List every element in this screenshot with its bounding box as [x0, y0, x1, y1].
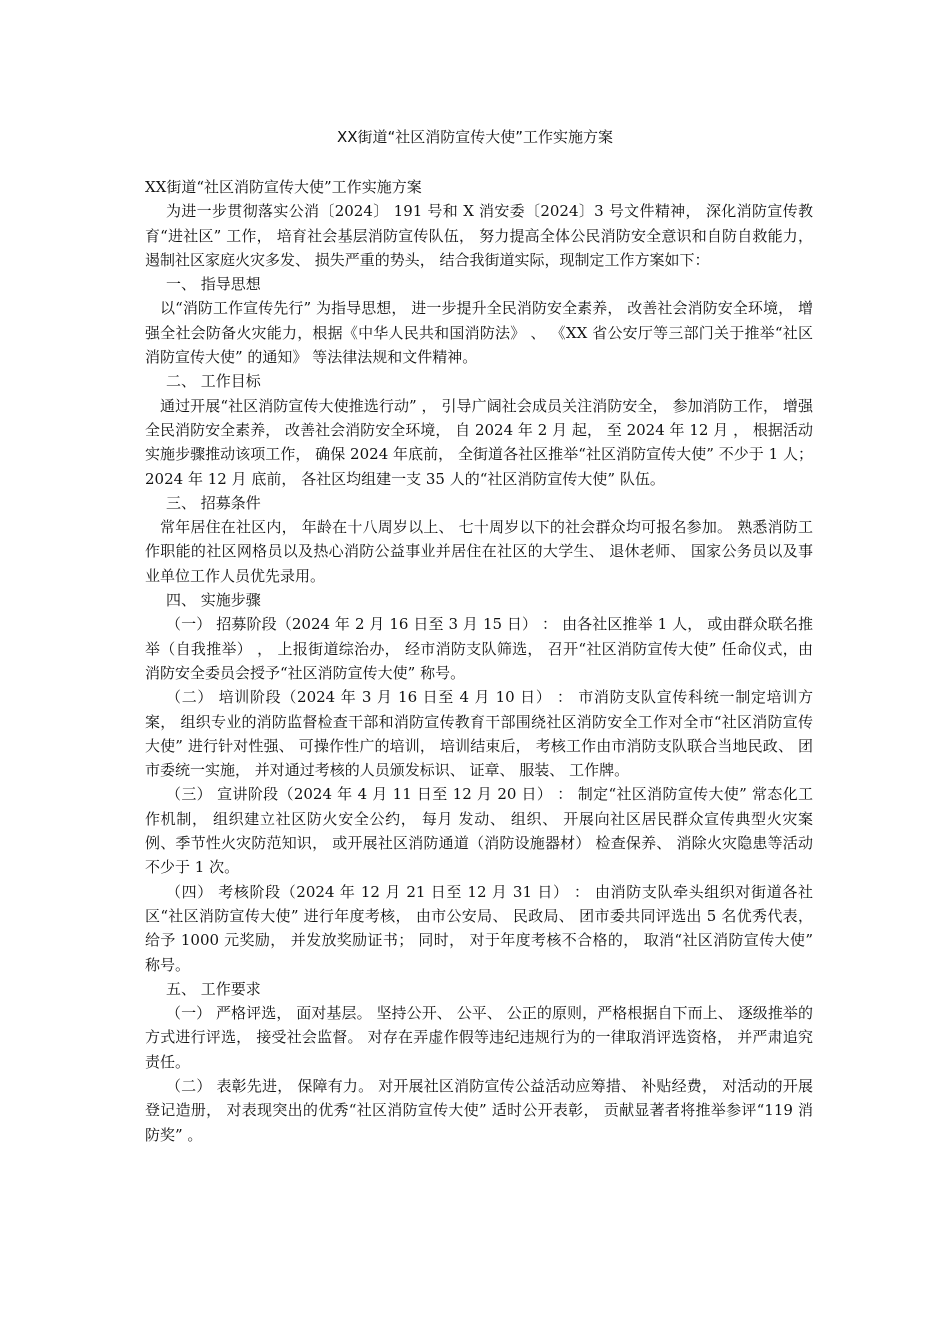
paragraph: （四） 考核阶段（2024 年 12 月 21 日至 12 月 31 日） ： 由消防支队牵头组织对街道各社区“社区消防宣传大使” 进行年度考核， 由市公安局、 民政局、 团市委共同评选出 5 名优秀代表，给予 1000 元奖励， 并发放奖励证书； 同时， 对于年度考核不合格的， 取消“社区消防宣传大使” 称号。 [145, 882, 813, 974]
paragraph: 通过开展“社区消防宣传大使推选行动” ， 引导广阔社会成员关注消防安全， 参加消防工作， 增强全民消防安全素养， 改善社会消防安全环境， 自 2024 年 2 月 起， 至 2024 年 12 月 ， 根据活动实施步骤推动该项工作， 确保 2024 年底前， 全街道各社区推举“社区消防宣传大使” 不少于 1 人； 2024 年 12 月 底前， 各社区均组建一支 35 人的“社区消防宣传大使” 队伍。 [145, 396, 813, 488]
paragraph: （一） 招募阶段（2024 年 2 月 16 日至 3 月 15 日） ： 由各社区推举 1 人， 或由群众联名推举（自我推举） ， 上报街道综治办， 经市消防支队筛选， 召开“社区消防宣传大使” 任命仪式，由消防安全委员会授予“社区消防宣传大使” 称号。 [145, 615, 813, 682]
paragraph: 常年居住在社区内， 年龄在十八周岁以上、 七十周岁以下的社会群众均可报名参加。 熟悉消防工作职能的社区网格员以及热心消防公益事业并居住在社区的大学生、 退休老师、 国家公务员以及事业单位工作人员优先录用。 [145, 518, 813, 585]
page-title: XX街道“社区消防宣传大使”工作实施方案 [336, 128, 614, 146]
paragraph: 五、 工作要求 [166, 979, 261, 998]
paragraph: （二） 培训阶段（2024 年 3 月 16 日至 4 月 10 日） ： 市消防支队宣传科统一制定培训方案， 组织专业的消防监督检查干部和消防宣传教育干部围绕社区消防安全工作对全市“社区消防宣传大使” 进行针对性强、 可操作性广的培训， 培训结束后， 考核工作由市消防支队联合当地民政、 团市委统一实施， 并对通过考核的人员颁发标识、 证章、 服装、 工作牌。 [145, 688, 813, 780]
paragraph: 一、 指导思想 [166, 275, 261, 294]
paragraph: （三） 宣讲阶段（2024 年 4 月 11 日至 12 月 20 日） ： 制定“社区消防宣传大使” 常态化工作机制， 组织建立社区防火安全公约， 每月 发动、 组织、 开展向社区居民群众宣传典型火灾案例、季节性火灾防范知识， 或开展社区消防通道（消防设施器材） 检查保养、 消除火灾隐患等活动不少于 1 次。 [145, 785, 813, 877]
paragraph: （二） 表彰先进， 保障有力。 对开展社区消防宣传公益活动应筹措、 补贴经费， 对活动的开展登记造册， 对表现突出的优秀“社区消防宣传大使” 适时公开表彰， 贡献显著者将推举参评“119 消防奖” 。 [145, 1076, 813, 1144]
paragraph: 三、 招募条件 [166, 493, 261, 512]
paragraph: （一） 严格评选， 面对基层。 坚持公开、 公平、 公正的原则，严格根据自下而上、 逐级推举的方式进行评选， 接受社会监督。 对存在弄虚作假等违纪违规行为的一律取消评选资格， 并严肃追究责任。 [145, 1004, 813, 1071]
paragraph: 二、 工作目标 [166, 372, 261, 391]
paragraph: 四、 实施步骤 [166, 591, 261, 610]
paragraph-list [145, 199, 813, 1147]
document-body [145, 175, 813, 1147]
document-subtitle: XX街道“社区消防宣传大使”工作实施方案 [145, 178, 422, 196]
paragraph: 为进一步贯彻落实公消〔2024〕 191 号和 X 消安委〔2024〕3 号文件精神， 深化消防宣传教育“进社区” 工作， 培育社会基层消防宣传队伍， 努力提高全体公民消防安全意识和自防自救能力， 遏制社区家庭火灾多发、 损失严重的势头， 结合我街道实际，现制定工作方案如下： [145, 202, 813, 269]
paragraph: 以“消防工作宣传先行” 为指导思想， 进一步提升全民消防安全素养， 改善社会消防安全环境， 增强全社会防备火灾能力，根据《中华人民共和国消防法》 、 《XX 省公安厅等三部门关于推举“社区消防宣传大使” 的通知》 等法律法规和文件精神。 [145, 299, 813, 367]
